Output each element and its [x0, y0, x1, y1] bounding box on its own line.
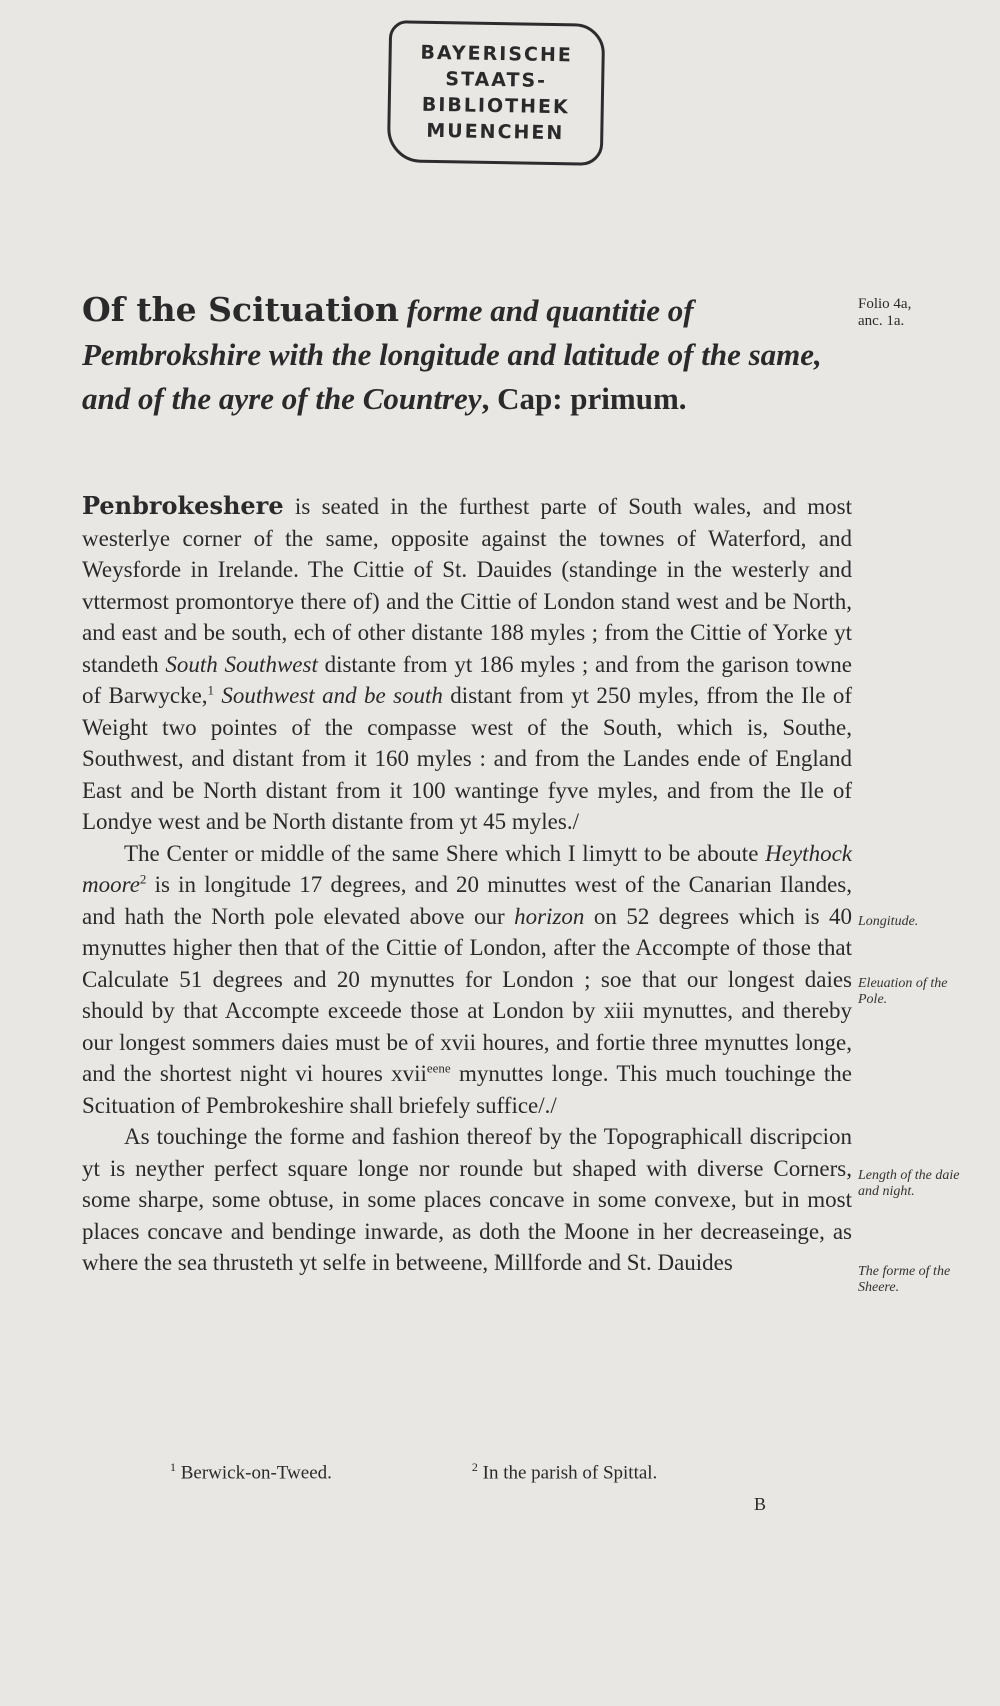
text-run: As touchinge the forme and fashion thereof by the Topographicall discripcion yt is neyther perfect square longe nor rounde but shaped with diverse Corners, some sharpe, some obtuse, in some places concave in some convexe, but in most places concave and bendinge inwarde, as doth the Moone in her decreaseinge, as where the sea thrusteth yt selfe in betweene, Millforde and St. Dauides [82, 1124, 852, 1275]
footnote-marker: 1 [207, 682, 215, 698]
folio-note [858, 296, 911, 330]
footnote-mark: 2 [471, 1460, 478, 1474]
folio-line: Folio 4a, [858, 296, 912, 312]
text-run: distante from yt 186 myles ; and from the garison towne of Barwycke, [82, 651, 852, 708]
text-run: The Center or middle of the same Shere which I limytt to be aboute [124, 840, 766, 866]
footnote-mark: 1 [170, 1460, 176, 1474]
signature-mark: B [754, 1494, 767, 1514]
paragraph-3 [82, 1121, 852, 1279]
italic-run: horizon [514, 903, 585, 929]
paragraph-1 [82, 490, 852, 838]
paragraph-2 [82, 838, 852, 1122]
italic-run: South Southwest [165, 651, 318, 677]
footnotes [170, 1460, 870, 1484]
italic-run: Southwest and be south [221, 683, 443, 708]
heading-tail: , Cap: primum. [481, 381, 687, 416]
side-note-length: Length of the daie and night. [858, 1168, 960, 1199]
side-note-longitude: Longitude. [858, 914, 919, 929]
side-note-elevation: Eleuation of the Pole. [858, 976, 948, 1007]
footnote-text: In the parish of Spittal. [482, 1462, 658, 1484]
text-run: mynuttes longe. This much touchinge the Scituation of Pembrokeshire shall briefely suffice/./ [82, 1061, 852, 1118]
text-run: on 52 degrees which is 40 mynuttes higher then that of the Cittie of London, after the Accompte of those that Calculate 51 degrees and 20 mynuttes for London ; soe that our longest daies should by that Accompte exceede those at London by xiii mynuttes, and thereby our longest sommers daies must be of xvii houres, and fortie three mynuttes longe, and the shortest night vi houres xvii [82, 903, 852, 1086]
chapter-heading [82, 288, 852, 421]
body-text [82, 490, 852, 1279]
stamp-line: MUENCHEN [426, 119, 565, 145]
stamp-line: BAYERISCHE [420, 41, 574, 67]
folio-line: anc. 1a. [858, 313, 905, 329]
footnote-marker: 2 [139, 871, 147, 887]
text-run: is in longitude 17 degrees, and 20 minuttes west of the Canarian Ilandes, and hath the North pole elevated above our [82, 872, 852, 929]
footnote-1 [170, 1460, 332, 1484]
stamp-line: BIBLIOTHEK [421, 93, 570, 119]
heading-blackletter: Of the Scituation [82, 290, 400, 329]
italic-run: Heythock moore [82, 840, 852, 897]
text-run: distant from yt 250 myles, ffrom the Ile of Weight two pointes of the compasse west of the South, which is, Southe, Southwest, and distant from it 160 myles : and from the Landes ende of England East and be North distant from it 100 wantinge fyve myles, and from the Ile of Londye west and be North distante from yt 45 myles./ [82, 683, 852, 834]
footnote-text: Berwick-on-Tweed. [180, 1462, 332, 1484]
superscript: eene [426, 1060, 451, 1076]
text-run: is seated in the furthest parte of South wales, and most westerlye corner of the same, opposite against the townes of Waterford, and Weysforde in Irelande. The Cittie of St. Dauides (standinge in the westerly and vttermost promontorye there of) and the Cittie of London stand west and be North, and east and be south, ech of other distante 188 myles ; from the Cittie of Yorke yt standeth [82, 494, 852, 677]
stamp-line: STAATS- [445, 68, 548, 92]
side-note-forme: The forme of the Sheere. [858, 1264, 951, 1295]
library-stamp [387, 20, 605, 166]
footnote-2 [472, 1460, 657, 1484]
heading-italic: forme and quantitie of Pembrokshire with the longitude and latitude of the same, and of the ayre of the Countrey [82, 293, 822, 416]
paragraph-lead: Penbrokeshere [82, 491, 284, 520]
